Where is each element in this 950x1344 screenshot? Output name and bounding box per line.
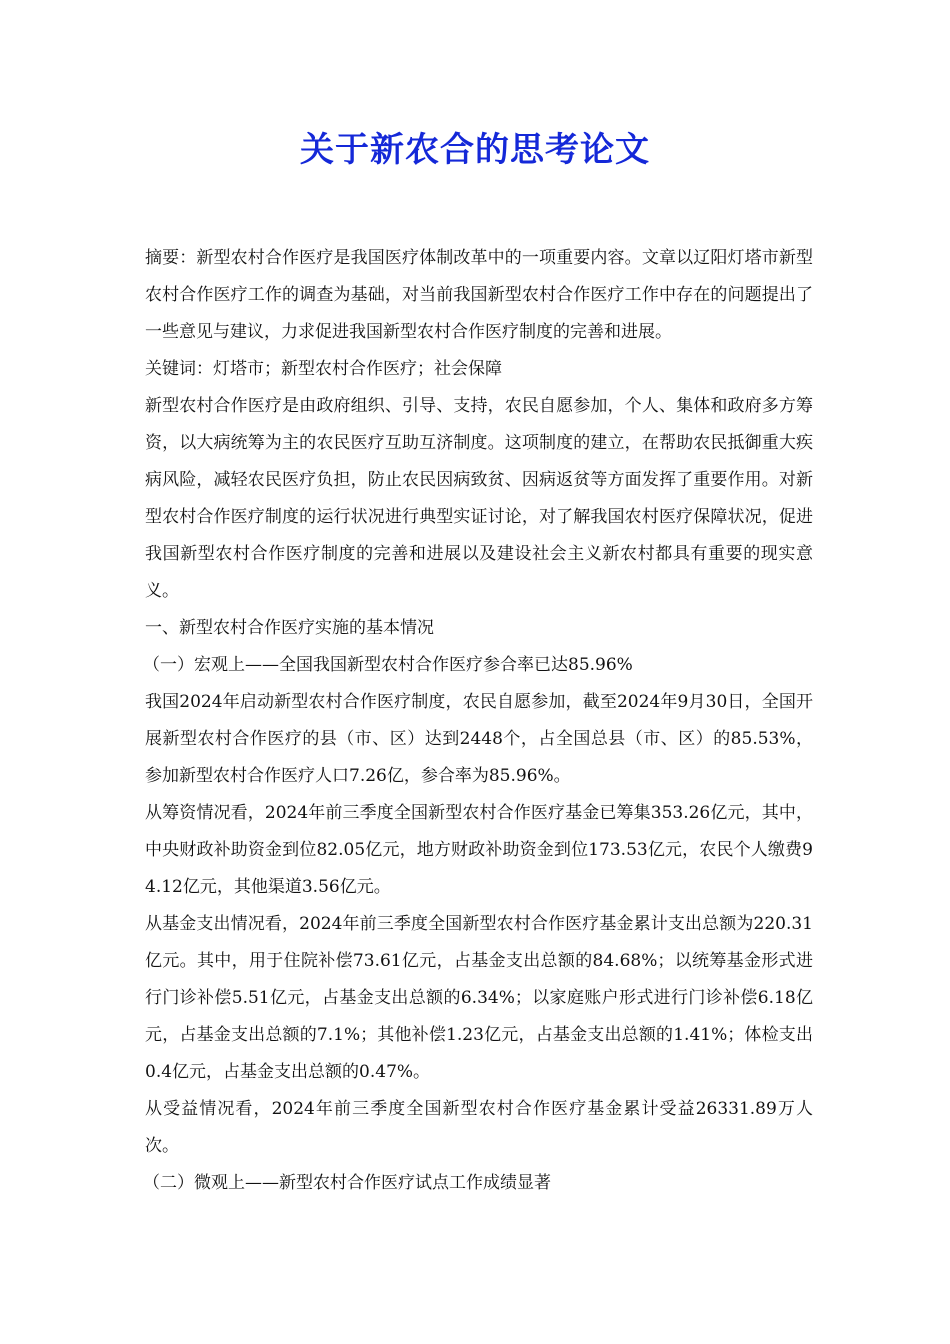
body-paragraph: 从受益情况看，2024年前三季度全国新型农村合作医疗基金累计受益26331.89万人次。 <box>145 1099 813 1156</box>
subsection-heading: （一）宏观上——全国我国新型农村合作医疗参合率已达85.96% <box>143 655 633 675</box>
intro-paragraph: 新型农村合作医疗是由政府组织、引导、支持，农民自愿参加，个人、集体和政府多方筹资，以大病统筹为主的农民医疗互助互济制度。这项制度的建立，在帮助农民抵御重大疾病风险，减轻农民医疗负担，防止农民因病致贫、因病返贫等方面发挥了重要作用。对新型农村合作医疗制度的运行状况进行典型实证讨论，对了解我国农村医疗保障状况，促进我国新型农村合作医疗制度的完善和进展以及建设社会主义新农村都具有重要的现实意义。 <box>145 396 813 601</box>
keywords-paragraph: 关键词：灯塔市；新型农村合作医疗；社会保障 <box>145 359 502 379</box>
section-heading: 一、新型农村合作医疗实施的基本情况 <box>145 618 434 638</box>
body-paragraph: 从筹资情况看，2024年前三季度全国新型农村合作医疗基金已筹集353.26亿元，其中，中央财政补助资金到位82.05亿元，地方财政补助资金到位173.53亿元，农民个人缴费94.12亿元，其他渠道3.56亿元。 <box>145 803 813 897</box>
abstract-paragraph: 摘要：新型农村合作医疗是我国医疗体制改革中的一项重要内容。文章以辽阳灯塔市新型农村合作医疗工作的调查为基础，对当前我国新型农村合作医疗工作中存在的问题提出了一些意见与建议，力求促进我国新型农村合作医疗制度的完善和进展。 <box>145 248 813 342</box>
subsection-heading: （二）微观上——新型农村合作医疗试点工作成绩显著 <box>143 1173 551 1193</box>
document-body <box>145 240 813 1202</box>
body-paragraph: 从基金支出情况看，2024年前三季度全国新型农村合作医疗基金累计支出总额为220.31亿元。其中，用于住院补偿73.61亿元，占基金支出总额的84.68%；以统筹基金形式进行门诊补偿5.51亿元，占基金支出总额的6.34%；以家庭账户形式进行门诊补偿6.18亿元，占基金支出总额的7.1%；其他补偿1.23亿元，占基金支出总额的1.41%；体检支出0.4亿元，占基金支出总额的0.47%。 <box>145 914 813 1082</box>
body-paragraph: 我国2024年启动新型农村合作医疗制度，农民自愿参加，截至2024年9月30日，全国开展新型农村合作医疗的县（市、区）达到2448个，占全国总县（市、区）的85.53%，参加新型农村合作医疗人口7.26亿，参合率为85.96%。 <box>145 692 813 786</box>
document-title: 关于新农合的思考论文 <box>300 130 650 170</box>
